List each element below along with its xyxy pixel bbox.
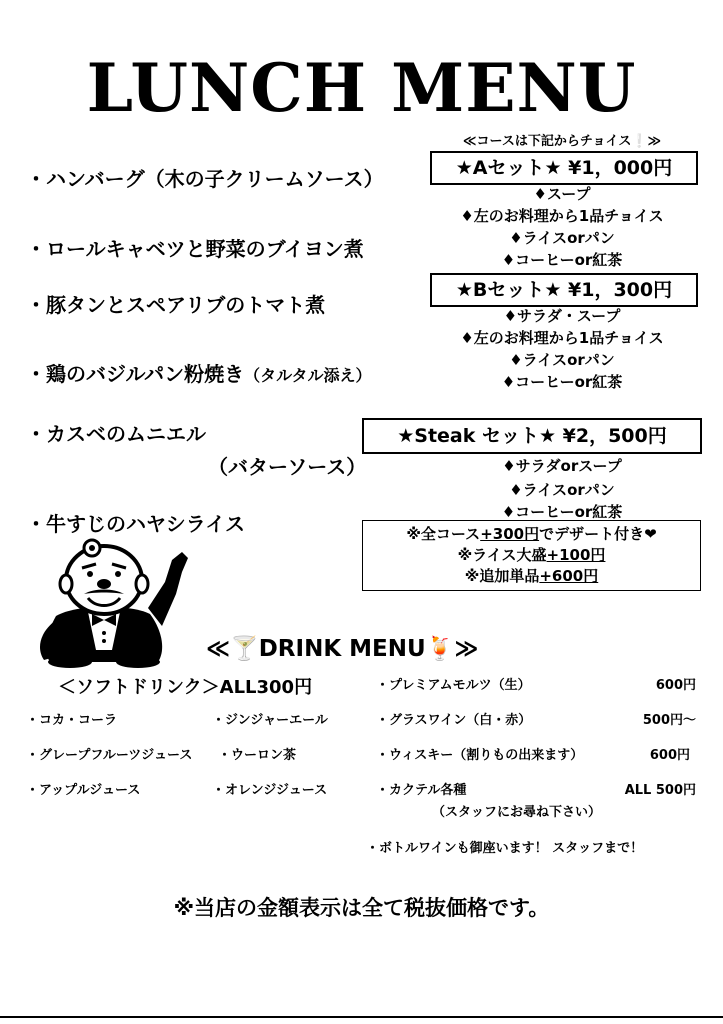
extras-note-box [362,520,701,591]
soft-drink-header: ＜ソフトドリンク＞ALL300円 [58,677,313,698]
cocktail-note: （スタッフにお尋ね下さい） [432,805,602,820]
dish-beef-hayashi: ・牛すじのハヤシライス [26,512,245,536]
course-note: ≪コースは下記からチョイス❕≫ [462,134,662,149]
drink-menu-title: ≪🍸DRINK MENU🍹≫ [206,636,479,662]
alcohol-item-price: 500円～ [642,713,696,728]
set-steak-item: ♦ライスorパン [509,481,615,499]
set-b-item: ♦左のお料理から1品チョイス [460,329,664,347]
alcohol-item-name: ・カクテル各種 [376,783,467,798]
alcohol-item-name: ・ウィスキー（割りもの出来ます） [376,748,584,763]
tax-note-footer: ※当店の金額表示は全て税抜価格です。 [173,896,550,920]
soft-drink-item: ・オレンジジュース [212,783,328,798]
single-note: ※追加単品+600円 [464,567,599,585]
set-a-item: ♦左のお料理から1品チョイス [460,207,664,225]
alcohol-item-price: ALL 500円 [624,783,696,798]
soft-drink-item: ・アップルジュース [26,783,141,798]
dish-pork-tongue: ・豚タンとスペアリブのトマト煮 [26,293,326,317]
set-b-item: ♦ライスorパン [509,351,615,369]
dish-chicken-basil [26,361,371,389]
page-title: LUNCH MENU [86,49,637,127]
set-steak-label: ★Steak セット★ ¥2，500円 [362,418,702,454]
bottom-divider [0,1016,723,1018]
set-b-item: ♦コーヒーor紅茶 [501,373,623,391]
soft-drink-item: ・コカ・コーラ [26,713,118,728]
set-b-label: ★Bセット★ ¥1，300円 [430,273,698,307]
alcohol-item-price: 600円 [655,678,696,693]
dish-hamburg: ・ハンバーグ（木の子クリームソース） [26,167,384,191]
dessert-note: ※全コース+300円でデザート付き❤ [406,525,657,543]
dish-kasube-meuniere: ・カスベのムニエル [26,422,206,446]
soft-drink-item: ・ジンジャーエール [212,713,328,728]
alcohol-item-name: ・グラスワイン（白・赤） [376,713,532,728]
bottle-wine-note: ・ボトルワインも御座います！ スタッフまで！ [366,841,644,856]
dish-chicken-basil-main: ・鶏のバジルパン粉焼き [26,362,245,386]
set-a-item: ♦ライスorパン [509,229,615,247]
dish-roll-cabbage: ・ロールキャベツと野菜のブイヨン煮 [26,237,364,261]
set-a-label: ★Aセット★ ¥1，000円 [430,151,698,185]
dish-kasube-sauce: （バターソース） [208,455,367,479]
mascot-illustration [30,538,192,670]
dish-chicken-basil-sub: （タルタル添え） [244,366,372,385]
alcohol-item-price: 600円 [649,748,690,763]
set-steak-item: ♦コーヒーor紅茶 [501,503,623,521]
set-steak-item: ♦サラダorスープ [502,457,622,475]
rice-note: ※ライス大盛+100円 [457,546,606,564]
alcohol-item-name: ・プレミアムモルツ（生） [376,678,531,693]
set-b-item: ♦サラダ・スープ [503,307,621,325]
soft-drink-item: ・グレープフルーツジュース [26,748,193,763]
soft-drink-item: ・ウーロン茶 [218,748,297,763]
set-a-item: ♦コーヒーor紅茶 [501,251,623,269]
set-a-item: ♦スープ [533,185,591,203]
